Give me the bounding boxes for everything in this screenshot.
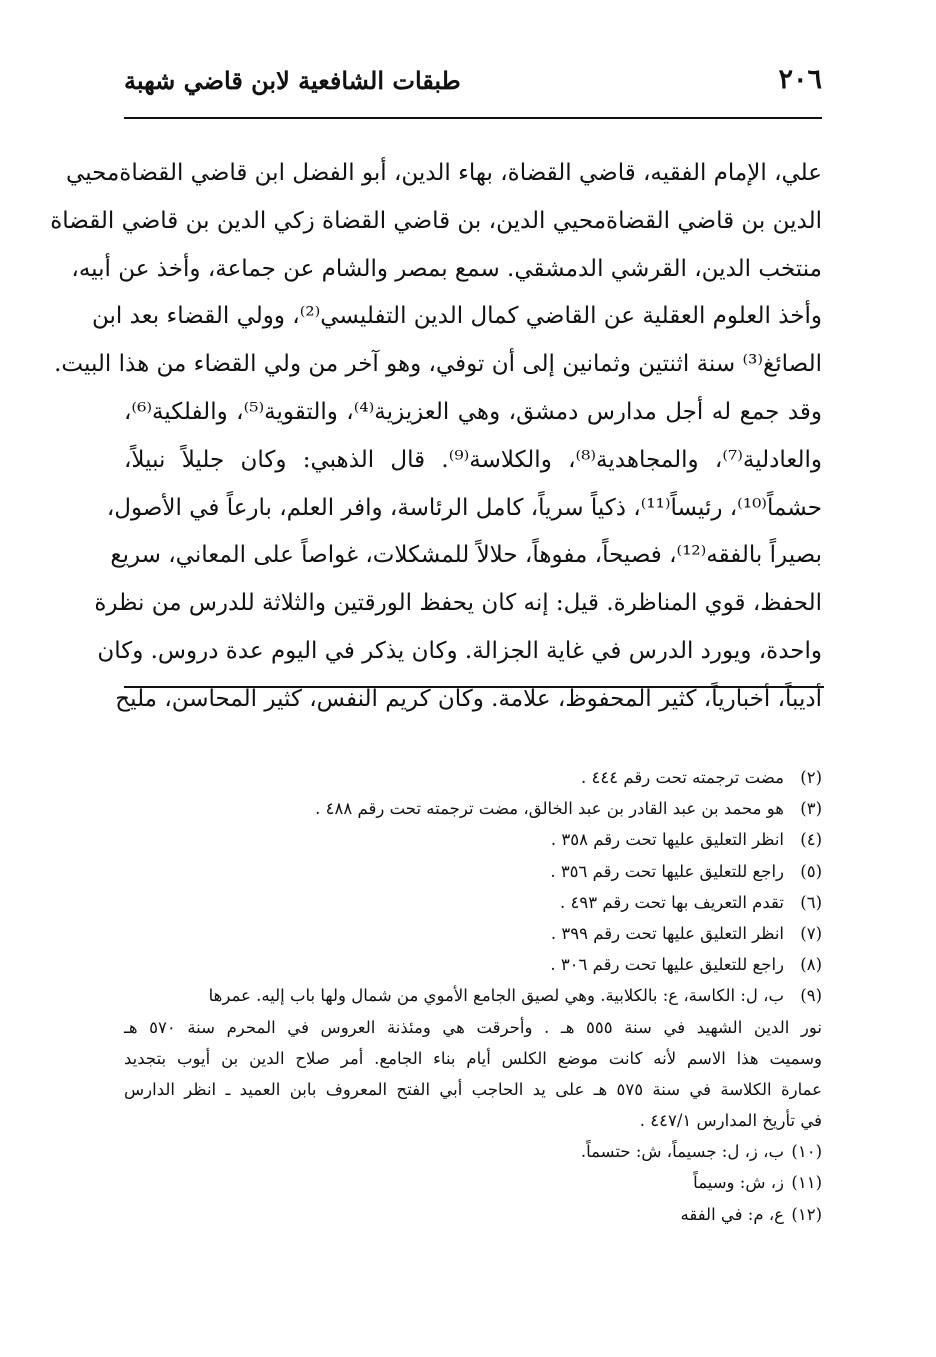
footnote-text: هو محمد بن عبد القادر بن عبد الخالق، مضت ترجمته تحت رقم ٤٨٨ .: [315, 799, 784, 819]
main-text-line: الصائغ⁽³⁾ سنة اثنتين وثمانين إلى أن توفي، وهو آخر من ولي القضاء من هذا البيت.: [54, 351, 822, 378]
footnote-text: ز، ش: وسيماً: [693, 1173, 784, 1193]
footnote-item: [124, 793, 822, 824]
page-number: ٢٠٦: [778, 64, 822, 95]
footnote-number: (٦): [800, 892, 822, 912]
main-text-line: أديباً، أخبارياً، كثير المحفوظ، علامة. وكان كريم النفس، كثير المحاسن، مليح: [115, 685, 822, 712]
footnote-number: (١٢): [791, 1204, 822, 1224]
footnote-item: [124, 856, 822, 887]
footnote-number: (٩): [800, 986, 822, 1006]
footnote-text: راجع للتعليق عليها تحت رقم ٣٥٦ .: [550, 861, 784, 881]
footnote-number: (١٠): [791, 1142, 822, 1162]
footnote-item: [124, 762, 822, 793]
footnote-number: (١١): [791, 1173, 822, 1193]
main-text-body: [50, 150, 823, 724]
footnote-text: انظر التعليق عليها تحت رقم ٣٥٨ .: [550, 830, 784, 850]
footnote-item: [124, 1167, 822, 1198]
page-header: [124, 60, 822, 108]
footnote-text: ب، ز، ل: جسيماً، ش: حتسماً.: [580, 1142, 784, 1162]
footnote-continuation: في تأريخ المدارس ٤٤٧/١ .: [639, 1111, 822, 1131]
footnote-continuation: وسميت هذا الاسم لأنه كانت موضع الكلس أيام بناء الجامع. أمر صلاح الدين بن أيوب بتجديد: [124, 1048, 822, 1068]
footnote-item: [124, 824, 822, 855]
main-text-line: وأخذ العلوم العقلية عن القاضي كمال الدين التفليسي⁽²⁾، وولي القضاء بعد ابن: [91, 303, 822, 330]
main-text-line: واحدة، ويورد الدرس في غاية الجزالة. وكان يذكر في اليوم عدة دروس. وكان: [97, 637, 822, 664]
footnote-item: [124, 918, 822, 949]
footnote-number: (٢): [800, 768, 822, 787]
footnote-text: ب، ل: الكاسة، ع: بالكلابية. وهي لصيق الجامع الأموي من شمال ولها باب إليه. عمرها: [208, 986, 784, 1006]
footnote-continuation: نور الدين الشهيد في سنة ٥٥٥ هـ . وأحرقت هي ومئذنة العروس في المحرم سنة ٥٧٠ هـ: [124, 1017, 822, 1037]
header-rule: [124, 117, 822, 119]
footnote-text: ع، م: في الفقه: [680, 1204, 784, 1224]
footnote-item: [124, 887, 822, 918]
footnote-number: (٥): [800, 861, 822, 881]
main-text-line: الحفظ، قوي المناظرة. قيل: إنه كان يحفظ الورقتين والثلاثة للدرس من نظرة: [94, 590, 822, 617]
footnote-number: (٨): [800, 955, 822, 975]
main-text-line: بصيراً بالفقه⁽¹²⁾، فصيحاً، مفوهاً، حلالاً للمشكلات، غواصاً على المعاني، سريع: [110, 542, 822, 569]
footnote-continuation: عمارة الكلاسة في سنة ٥٧٥ هـ على يد الحاجب أبي الفتح المعروف بابن العميد ـ انظر الدارس: [124, 1079, 822, 1099]
footnote-item: [124, 1199, 822, 1230]
footnotes: [124, 762, 822, 1230]
footnote-number: (٣): [800, 799, 822, 819]
running-title: طبقات الشافعية لابن قاضي شهبة: [124, 66, 461, 95]
main-text-line: منتخب الدين، القرشي الدمشقي. سمع بمصر والشام عن جماعة، وأخذ عن أبيه،: [71, 255, 822, 282]
main-text-line: علي، الإمام الفقيه، قاضي القضاة، بهاء الدين، أبو الفضل ابن قاضي القضاةمحيي: [66, 160, 822, 186]
main-text-line: والعادلية⁽⁷⁾، والمجاهدية⁽⁸⁾، والكلاسة⁽⁹⁾. قال الذهبي: وكان جليلاً نبيلاً،: [124, 446, 822, 473]
footnote-text: انظر التعليق عليها تحت رقم ٣٩٩ .: [550, 923, 784, 943]
main-text-line: حشماً⁽¹⁰⁾، رئيساً⁽¹¹⁾، ذكياً سرياً، كامل الرئاسة، وافر العلم، بارعاً في الأصول،: [106, 494, 822, 521]
main-text-line: وقد جمع له أجل مدارس دمشق، وهي العزيزية⁽⁴⁾، والتقوية⁽⁵⁾، والفلكية⁽⁶⁾،: [124, 398, 823, 425]
footnote-separator: [124, 686, 824, 688]
footnote-text: تقدم التعريف بها تحت رقم ٤٩٣ .: [560, 892, 784, 912]
footnote-item: [124, 949, 822, 980]
footnote-item: [124, 1136, 822, 1167]
footnote-number: (٧): [800, 923, 822, 943]
footnote-item: [124, 980, 822, 1011]
footnote-text: مضت ترجمته تحت رقم ٤٤٤ .: [581, 768, 784, 787]
main-text-line: الدين بن قاضي القضاةمحيي الدين، بن قاضي القضاة زكي الدين بن قاضي القضاة: [50, 207, 822, 234]
footnote-number: (٤): [800, 830, 822, 850]
footnote-text: راجع للتعليق عليها تحت رقم ٣٠٦ .: [550, 955, 784, 975]
